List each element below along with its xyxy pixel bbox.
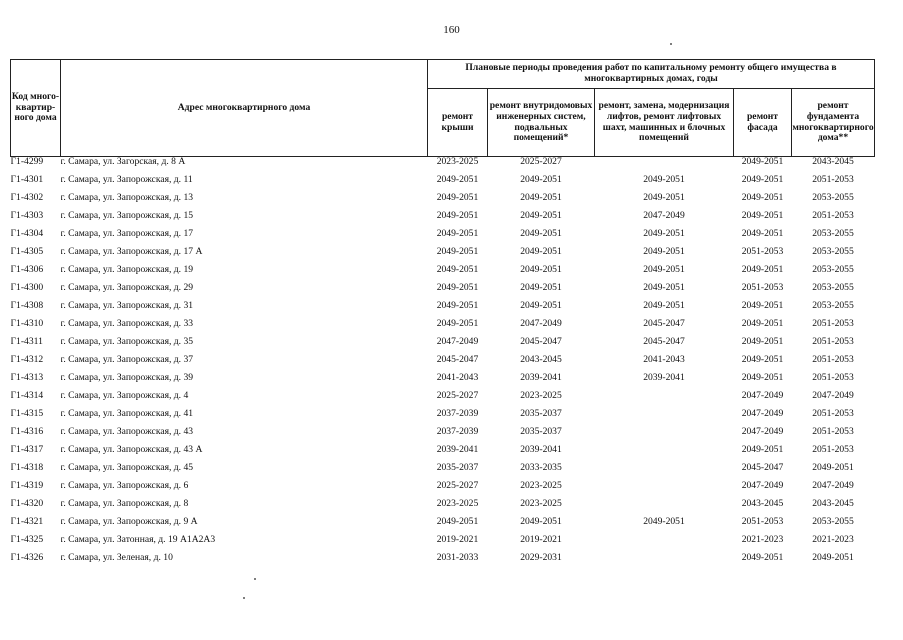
cell-internal-systems: 2023-2025 <box>520 389 562 401</box>
cell-elevators <box>595 549 734 567</box>
cell-facade: 2049-2051 <box>741 335 784 347</box>
cell-elevators <box>595 405 734 423</box>
cell-code: Г1-4306 <box>10 263 44 275</box>
cell-elevators <box>595 531 734 549</box>
cell-internal-systems: 2049-2051 <box>520 245 562 257</box>
cell-internal-systems: 2049-2051 <box>520 173 562 185</box>
cell-address: г. Самара, ул. Запорожская, д. 43 <box>60 425 194 437</box>
cell-foundation: 2053-2055 <box>812 227 854 239</box>
table-row <box>11 495 875 513</box>
table-row <box>11 531 875 549</box>
cell-address: г. Самара, ул. Затонная, д. 19 А1А2А3 <box>60 533 216 545</box>
cell-code: Г1-4312 <box>10 353 44 365</box>
table-row <box>11 351 875 369</box>
cell-facade: 2047-2049 <box>741 407 784 419</box>
cell-elevators: 2049-2051 <box>643 263 685 275</box>
cell-roof: 2035-2037 <box>436 461 479 473</box>
cell-code: Г1-4317 <box>10 443 44 455</box>
cell-address: г. Самара, ул. Запорожская, д. 15 <box>60 209 194 221</box>
cell-roof: 2037-2039 <box>436 407 479 419</box>
header-periods-group: Плановые периоды проведения работ по капитальному ремонту общего имущества в многоквартирных домах, годы <box>428 60 875 89</box>
table-row <box>11 387 875 405</box>
cell-elevators <box>595 157 734 172</box>
cell-elevators: 2049-2051 <box>643 515 685 527</box>
cell-address: г. Самара, ул. Запорожская, д. 37 <box>60 353 194 365</box>
cell-code: Г1-4304 <box>10 227 44 239</box>
cell-code: Г1-4305 <box>10 245 44 257</box>
table-row <box>11 405 875 423</box>
cell-internal-systems: 2039-2041 <box>520 443 562 455</box>
header-code: Код много-квартир-ного дома <box>11 60 61 157</box>
table-row <box>11 333 875 351</box>
cell-address: г. Самара, ул. Запорожская, д. 13 <box>60 191 194 203</box>
cell-elevators: 2045-2047 <box>643 335 685 347</box>
cell-facade: 2049-2051 <box>741 209 784 221</box>
cell-address: г. Самара, ул. Загорская, д. 8 А <box>60 156 186 167</box>
table-row <box>11 423 875 441</box>
cell-code: Г1-4310 <box>10 317 44 329</box>
cell-roof: 2049-2051 <box>436 245 479 257</box>
cell-foundation: 2051-2053 <box>812 209 854 221</box>
cell-foundation: 2053-2055 <box>812 299 854 311</box>
table-row <box>11 207 875 225</box>
cell-roof: 2049-2051 <box>436 299 479 311</box>
table-row <box>11 459 875 477</box>
cell-roof: 2049-2051 <box>436 209 479 221</box>
cell-elevators: 2049-2051 <box>643 245 685 257</box>
cell-address: г. Самара, ул. Запорожская, д. 45 <box>60 461 194 473</box>
cell-internal-systems: 2043-2045 <box>520 353 562 365</box>
cell-address: г. Самара, ул. Запорожская, д. 6 <box>60 479 189 491</box>
cell-foundation: 2053-2055 <box>812 245 854 257</box>
cell-address: г. Самара, ул. Зеленая, д. 10 <box>60 551 173 563</box>
cell-foundation: 2047-2049 <box>812 479 854 491</box>
header-internal-systems: ремонт внутридомовых инженерных систем, подвальных помещений* <box>488 89 595 157</box>
header-address: Адрес многоквартирного дома <box>61 60 428 157</box>
cell-elevators <box>595 477 734 495</box>
cell-internal-systems: 2019-2021 <box>520 533 562 545</box>
table-row <box>11 513 875 531</box>
cell-elevators: 2049-2051 <box>643 281 685 293</box>
cell-address: г. Самара, ул. Запорожская, д. 43 А <box>60 443 203 455</box>
cell-internal-systems: 2029-2031 <box>520 551 562 563</box>
cell-foundation: 2049-2051 <box>812 461 854 473</box>
table-row <box>11 225 875 243</box>
scan-speck <box>243 597 245 599</box>
cell-facade: 2049-2051 <box>741 156 784 167</box>
cell-foundation: 2053-2055 <box>812 191 854 203</box>
cell-foundation: 2043-2045 <box>812 497 854 509</box>
cell-roof: 2041-2043 <box>436 371 479 383</box>
cell-address: г. Самара, ул. Запорожская, д. 11 <box>60 173 193 185</box>
cell-roof: 2023-2025 <box>436 156 479 167</box>
header-foundation: ремонт фундамента многоквартирного дома** <box>792 89 875 157</box>
table-row <box>11 369 875 387</box>
cell-foundation: 2053-2055 <box>812 263 854 275</box>
cell-facade: 2047-2049 <box>741 389 784 401</box>
cell-address: г. Самара, ул. Запорожская, д. 4 <box>60 389 189 401</box>
cell-internal-systems: 2049-2051 <box>520 227 562 239</box>
cell-roof: 2025-2027 <box>436 389 479 401</box>
cell-code: Г1-4299 <box>10 156 44 167</box>
table-row <box>11 171 875 189</box>
cell-address: г. Самара, ул. Запорожская, д. 19 <box>60 263 194 275</box>
cell-code: Г1-4315 <box>10 407 44 419</box>
cell-roof: 2049-2051 <box>436 281 479 293</box>
cell-address: г. Самара, ул. Запорожская, д. 35 <box>60 335 194 347</box>
cell-elevators: 2047-2049 <box>643 209 685 221</box>
cell-code: Г1-4302 <box>10 191 44 203</box>
cell-elevators: 2039-2041 <box>643 371 685 383</box>
cell-foundation: 2051-2053 <box>812 407 854 419</box>
table-row <box>11 315 875 333</box>
cell-roof: 2019-2021 <box>436 533 479 545</box>
table-row <box>11 157 875 172</box>
table-row <box>11 189 875 207</box>
cell-roof: 2039-2041 <box>436 443 479 455</box>
cell-foundation: 2043-2045 <box>812 156 854 167</box>
cell-facade: 2049-2051 <box>741 227 784 239</box>
cell-foundation: 2053-2055 <box>812 281 854 293</box>
cell-internal-systems: 2045-2047 <box>520 335 562 347</box>
header-roof: ремонт крыши <box>428 89 488 157</box>
cell-elevators: 2041-2043 <box>643 353 685 365</box>
cell-internal-systems: 2023-2025 <box>520 497 562 509</box>
cell-address: г. Самара, ул. Запорожская, д. 17 <box>60 227 194 239</box>
cell-foundation: 2021-2023 <box>812 533 854 545</box>
cell-foundation: 2047-2049 <box>812 389 854 401</box>
cell-elevators <box>595 441 734 459</box>
cell-facade: 2049-2051 <box>741 353 784 365</box>
cell-code: Г1-4308 <box>10 299 44 311</box>
cell-code: Г1-4321 <box>10 515 44 527</box>
cell-internal-systems: 2023-2025 <box>520 479 562 491</box>
cell-address: г. Самара, ул. Запорожская, д. 29 <box>60 281 194 293</box>
cell-elevators <box>595 423 734 441</box>
cell-address: г. Самара, ул. Запорожская, д. 8 <box>60 497 189 509</box>
table-row <box>11 477 875 495</box>
cell-code: Г1-4325 <box>10 533 44 545</box>
cell-facade: 2047-2049 <box>741 425 784 437</box>
cell-facade: 2043-2045 <box>741 497 784 509</box>
cell-foundation: 2051-2053 <box>812 371 854 383</box>
cell-address: г. Самара, ул. Запорожская, д. 17 А <box>60 245 203 257</box>
cell-internal-systems: 2049-2051 <box>520 191 562 203</box>
cell-elevators <box>595 387 734 405</box>
cell-internal-systems: 2047-2049 <box>520 317 562 329</box>
cell-facade: 2049-2051 <box>741 551 784 563</box>
cell-facade: 2049-2051 <box>741 263 784 275</box>
cell-foundation: 2051-2053 <box>812 335 854 347</box>
cell-facade: 2051-2053 <box>741 515 784 527</box>
cell-code: Г1-4320 <box>10 497 44 509</box>
cell-facade: 2049-2051 <box>741 191 784 203</box>
cell-facade: 2049-2051 <box>741 443 784 455</box>
cell-elevators <box>595 459 734 477</box>
cell-elevators <box>595 495 734 513</box>
cell-code: Г1-4301 <box>10 173 44 185</box>
cell-elevators: 2049-2051 <box>643 191 685 203</box>
cell-internal-systems: 2049-2051 <box>520 209 562 221</box>
header-elevators: ремонт, замена, модернизация лифтов, ремонт лифтовых шахт, машинных и блочных помещений <box>595 89 734 157</box>
cell-elevators: 2049-2051 <box>643 173 685 185</box>
table-row <box>11 549 875 567</box>
cell-internal-systems: 2039-2041 <box>520 371 562 383</box>
cell-address: г. Самара, ул. Запорожская, д. 9 А <box>60 515 198 527</box>
cell-code: Г1-4316 <box>10 425 44 437</box>
cell-code: Г1-4303 <box>10 209 44 221</box>
cell-code: Г1-4319 <box>10 479 44 491</box>
cell-roof: 2049-2051 <box>436 515 479 527</box>
cell-elevators: 2049-2051 <box>643 227 685 239</box>
cell-facade: 2045-2047 <box>741 461 784 473</box>
cell-code: Г1-4318 <box>10 461 44 473</box>
cell-facade: 2021-2023 <box>741 533 784 545</box>
cell-code: Г1-4314 <box>10 389 44 401</box>
cell-roof: 2049-2051 <box>436 317 479 329</box>
cell-facade: 2047-2049 <box>741 479 784 491</box>
cell-foundation: 2053-2055 <box>812 515 854 527</box>
cell-facade: 2049-2051 <box>741 371 784 383</box>
cell-facade: 2049-2051 <box>741 299 784 311</box>
header-facade: ремонт фасада <box>734 89 792 157</box>
cell-facade: 2051-2053 <box>741 245 784 257</box>
cell-roof: 2049-2051 <box>436 263 479 275</box>
page-number: 160 <box>443 24 460 36</box>
cell-roof: 2049-2051 <box>436 191 479 203</box>
cell-internal-systems: 2033-2035 <box>520 461 562 473</box>
cell-roof: 2023-2025 <box>436 497 479 509</box>
table-row <box>11 261 875 279</box>
cell-code: Г1-4300 <box>10 281 44 293</box>
cell-internal-systems: 2049-2051 <box>520 299 562 311</box>
table-row <box>11 297 875 315</box>
cell-roof: 2031-2033 <box>436 551 479 563</box>
cell-elevators: 2045-2047 <box>643 317 685 329</box>
cell-foundation: 2051-2053 <box>812 443 854 455</box>
table-row <box>11 441 875 459</box>
cell-foundation: 2051-2053 <box>812 353 854 365</box>
cell-roof: 2049-2051 <box>436 173 479 185</box>
table-row <box>11 243 875 261</box>
cell-roof: 2047-2049 <box>436 335 479 347</box>
cell-address: г. Самара, ул. Запорожская, д. 41 <box>60 407 194 419</box>
cell-internal-systems: 2035-2037 <box>520 407 562 419</box>
cell-roof: 2037-2039 <box>436 425 479 437</box>
cell-facade: 2051-2053 <box>741 281 784 293</box>
capital-repair-schedule-table <box>10 59 875 567</box>
cell-address: г. Самара, ул. Запорожская, д. 31 <box>60 299 194 311</box>
cell-internal-systems: 2025-2027 <box>520 156 562 167</box>
table-header <box>11 60 875 157</box>
cell-internal-systems: 2049-2051 <box>520 515 562 527</box>
cell-foundation: 2049-2051 <box>812 551 854 563</box>
cell-roof: 2049-2051 <box>436 227 479 239</box>
cell-facade: 2049-2051 <box>741 173 784 185</box>
cell-code: Г1-4313 <box>10 371 44 383</box>
cell-code: Г1-4311 <box>10 335 43 347</box>
scan-speck <box>670 43 672 45</box>
cell-address: г. Самара, ул. Запорожская, д. 39 <box>60 371 194 383</box>
cell-foundation: 2051-2053 <box>812 425 854 437</box>
table-row <box>11 279 875 297</box>
cell-foundation: 2051-2053 <box>812 173 854 185</box>
cell-code: Г1-4326 <box>10 551 44 563</box>
cell-internal-systems: 2035-2037 <box>520 425 562 437</box>
cell-roof: 2045-2047 <box>436 353 479 365</box>
table-body <box>11 157 875 568</box>
cell-internal-systems: 2049-2051 <box>520 281 562 293</box>
cell-address: г. Самара, ул. Запорожская, д. 33 <box>60 317 194 329</box>
scan-speck <box>254 578 256 580</box>
cell-facade: 2049-2051 <box>741 317 784 329</box>
cell-foundation: 2051-2053 <box>812 317 854 329</box>
cell-elevators: 2049-2051 <box>643 299 685 311</box>
cell-internal-systems: 2049-2051 <box>520 263 562 275</box>
cell-roof: 2025-2027 <box>436 479 479 491</box>
